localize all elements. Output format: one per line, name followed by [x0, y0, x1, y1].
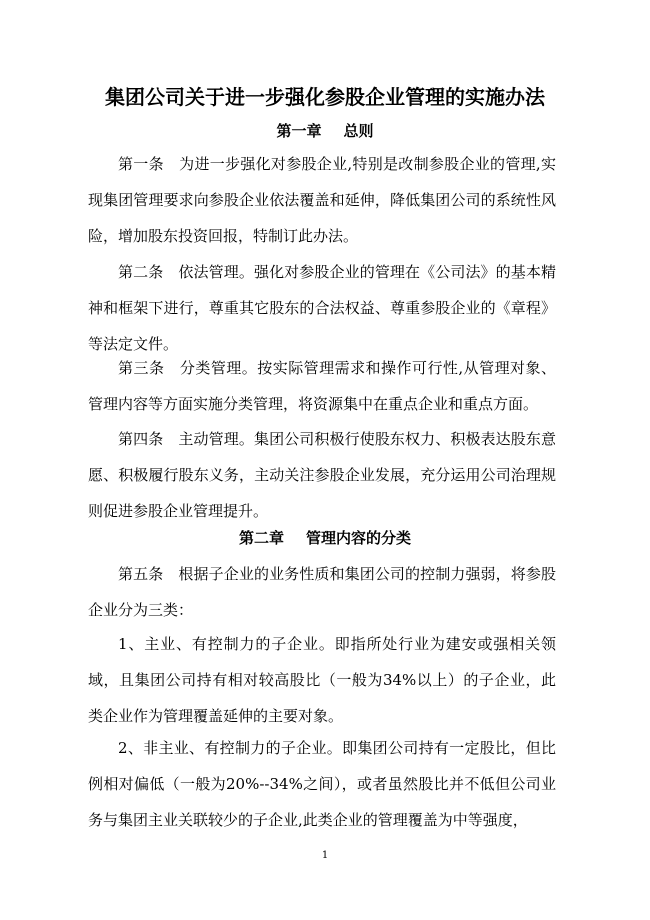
chapter-title: 管理内容的分类: [306, 529, 412, 547]
article-text: 根据子企业的业务性质和集团公司的控制力强弱，将参股企业分为三类：: [88, 565, 556, 619]
article-text: 主动管理。集团公司积极行使股东权力、积极表达股东意愿、积极履行股东义务，主动关注参股企业发展，充分运用公司治理规则促进参股企业管理提升。: [88, 430, 556, 520]
article-3: [88, 350, 556, 422]
chapter-label: 第二章: [238, 529, 284, 547]
article-label: 第五条: [118, 565, 164, 583]
article-2: [88, 254, 556, 362]
article-4: [88, 421, 556, 529]
chapter-title: 总则: [343, 122, 374, 140]
list-item-2: 2、非主业、有控制力的子企业。即集团公司持有一定股比，但比例相对偏低（一般为20%--34%之间），或者虽然股比并不低但公司业务与集团主业关联较少的子企业,此类企业的管理覆盖为中等强度，: [88, 739, 556, 829]
page-number: 1: [321, 850, 329, 861]
article-label: 第二条: [118, 263, 164, 281]
chapter-label: 第一章: [276, 122, 322, 140]
list-item-1: 1、主业、有控制力的子企业。即指所处行业为建安或强相关领域，且集团公司持有相对较高股比（一般为34%以上）的子企业，此类企业作为管理覆盖延伸的主要对象。: [88, 635, 556, 725]
article-label: 第四条: [118, 430, 164, 448]
article-5: [88, 556, 556, 628]
article-label: 第一条: [118, 155, 164, 173]
document-title: 集团公司关于进一步强化参股企业管理的实施办法: [105, 85, 545, 109]
chapter-heading-1: [0, 121, 650, 141]
chapter-heading-2: [0, 528, 650, 548]
article-text: 为进一步强化对参股企业,特别是改制参股企业的管理,实现集团管理要求向参股企业依法覆盖和延伸，降低集团公司的系统性风险，增加股东投资回报，特制订此办法。: [88, 155, 556, 245]
article-1: [88, 146, 556, 254]
article-text: 分类管理。按实际管理需求和操作可行性,从管理对象、管理内容等方面实施分类管理，将资源集中在重点企业和重点方面。: [88, 359, 556, 413]
article-text: 依法管理。强化对参股企业的管理在《公司法》的基本精神和框架下进行，尊重其它股东的合法权益、尊重参股企业的《章程》等法定文件。: [88, 263, 556, 353]
article-label: 第三条: [118, 359, 165, 377]
